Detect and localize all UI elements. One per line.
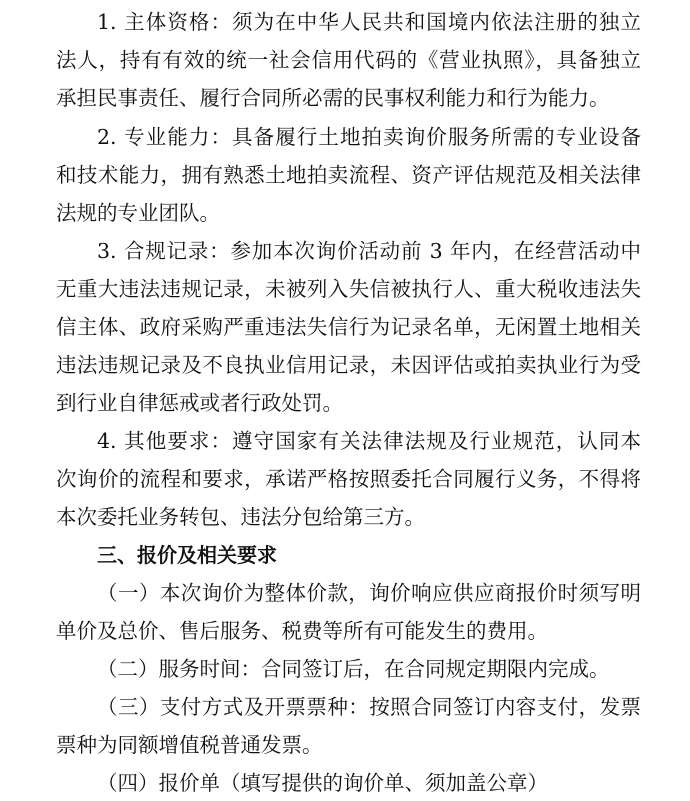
para-1-line-1: 1. 主体资格：须为在中华人民共和国境内依法注册的独立 [97,10,641,34]
para-4-line-3: 本次委托业务转包、违法分包给第三方。 [56,505,425,529]
para-3-line-4: 违法违规记录及不良执业信用记录，未因评估或拍卖执业行为受 [56,353,641,377]
item-3-line-2: 票种为同额增值税普通发票。 [56,733,323,757]
para-2-line-3: 法规的专业团队。 [56,201,220,225]
para-1-line-3: 承担民事责任、履行合同所必需的民事权利能力和行为能力。 [56,86,610,110]
section-heading: 三、报价及相关要求 [97,543,277,567]
item-1-line-1: （一）本次询价为整体价款，询价响应供应商报价时须写明 [97,581,641,605]
para-1-line-2: 法人，持有有效的统一社会信用代码的《营业执照》，具备独立 [56,48,641,72]
para-3-line-1: 3. 合规记录：参加本次询价活动前 3 年内，在经营活动中 [97,239,641,263]
para-3-line-2: 无重大违法违规记录，未被列入失信被执行人、重大税收违法失 [56,277,641,301]
item-1-line-2: 单价及总价、售后服务、税费等所有可能发生的费用。 [56,619,548,643]
item-4-line-1: （四）报价单（填写提供的询价单、须加盖公章） [97,771,548,795]
para-4-line-1: 4. 其他要求：遵守国家有关法律法规及行业规范，认同本 [97,429,641,453]
para-3-line-3: 信主体、政府采购严重违法失信行为记录名单，无闲置土地相关 [56,315,641,339]
para-3-line-5: 到行业自律惩戒或者行政处罚。 [56,391,343,415]
item-3-line-1: （三）支付方式及开票票种：按照合同签订内容支付，发票 [97,695,641,719]
para-2-line-1: 2. 专业能力：具备履行土地拍卖询价服务所需的专业设备 [97,125,641,149]
item-2-line-1: （二）服务时间：合同签订后，在合同规定期限内完成。 [97,657,610,681]
para-4-line-2: 次询价的流程和要求，承诺严格按照委托合同履行义务，不得将 [56,467,641,491]
para-2-line-2: 和技术能力，拥有熟悉土地拍卖流程、资产评估规范及相关法律 [56,163,641,187]
